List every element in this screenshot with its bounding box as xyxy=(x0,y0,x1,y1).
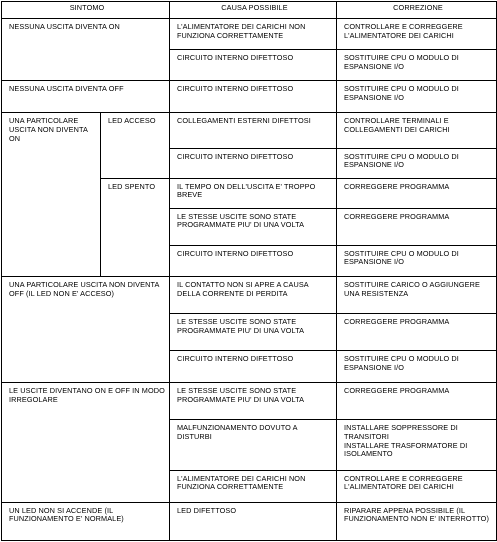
fix-cell: SOSTITUIRE CPU O MODULO DI ESPANSIONE I/O xyxy=(337,81,497,113)
cause-cell: CIRCUITO INTERNO DIFETTOSO xyxy=(170,148,337,178)
cause-cell: LE STESSE USCITE SONO STATE PROGRAMMATE PIU' DI UNA VOLTA xyxy=(170,314,337,351)
header-row xyxy=(2,2,497,19)
cause-cell: CIRCUITO INTERNO DIFETTOSO xyxy=(170,245,337,276)
symptom-cell: UNA PARTICOLARE USCITA NON DIVENTA OFF (IL LED NON E' ACCESO) xyxy=(2,276,170,382)
fix-cell: CONTROLLARE E CORREGGERE L'ALIMENTATORE DEI CARICHI xyxy=(337,19,497,50)
condition-cell: LED ACCESO xyxy=(101,113,170,178)
symptom-cell: NESSUNA USCITA DIVENTA OFF xyxy=(2,81,170,113)
header-symptom: SINTOMO xyxy=(2,2,170,19)
fix-cell: SOSTITUIRE CARICO O AGGIUNGERE UNA RESISTENZA xyxy=(337,276,497,313)
troubleshooting-table xyxy=(1,1,497,541)
table-row xyxy=(2,502,497,540)
cause-cell: CIRCUITO INTERNO DIFETTOSO xyxy=(170,81,337,113)
table-row xyxy=(2,276,497,313)
fix-cell: CONTROLLARE TERMINALI E COLLEGAMENTI DEI CARICHI xyxy=(337,113,497,148)
fix-cell: SOSTITUIRE CPU O MODULO DI ESPANSIONE I/O xyxy=(337,351,497,383)
fix-cell: RIPARARE APPENA POSSIBILE (IL FUNZIONAMENTO NON E' INTERROTTO) xyxy=(337,502,497,540)
fix-cell: SOSTITUIRE CPU O MODULO DI ESPANSIONE I/O xyxy=(337,245,497,276)
fix-cell: CORREGGERE PROGRAMMA xyxy=(337,314,497,351)
table-row xyxy=(2,383,497,420)
table-row xyxy=(2,81,497,113)
cause-cell: CIRCUITO INTERNO DIFETTOSO xyxy=(170,50,337,81)
fix-cell: CORREGGERE PROGRAMMA xyxy=(337,383,497,420)
cause-cell: L'ALIMENTATORE DEI CARICHI NON FUNZIONA CORRETTAMENTE xyxy=(170,19,337,50)
cause-cell: LED DIFETTOSO xyxy=(170,502,337,540)
cause-cell: MALFUNZIONAMENTO DOVUTO A DISTURBI xyxy=(170,420,337,470)
fix-cell: SOSTITUIRE CPU O MODULO DI ESPANSIONE I/O xyxy=(337,148,497,178)
symptom-cell: UNA PARTICOLARE USCITA NON DIVENTA ON xyxy=(2,113,101,277)
symptom-cell: UN LED NON SI ACCENDE (IL FUNZIONAMENTO E' NORMALE) xyxy=(2,502,170,540)
fix-cell: SOSTITUIRE CPU O MODULO DI ESPANSIONE I/O xyxy=(337,50,497,81)
cause-cell: IL CONTATTO NON SI APRE A CAUSA DELLA CORRENTE DI PERDITA xyxy=(170,276,337,313)
cause-cell: LE STESSE USCITE SONO STATE PROGRAMMATE PIU' DI UNA VOLTA xyxy=(170,383,337,420)
cause-cell: COLLEGAMENTI ESTERNI DIFETTOSI xyxy=(170,113,337,148)
fix-cell: CORREGGERE PROGRAMMA xyxy=(337,178,497,208)
table-row xyxy=(2,113,497,148)
table-row xyxy=(2,19,497,50)
symptom-cell: LE USCITE DIVENTANO ON E OFF IN MODO IRREGOLARE xyxy=(2,383,170,502)
fix-cell: CONTROLLARE E CORREGGERE L'ALIMENTATORE DEI CARICHI xyxy=(337,470,497,502)
cause-cell: L'ALIMENTATORE DEI CARICHI NON FUNZIONA CORRETTAMENTE xyxy=(170,470,337,502)
cause-cell: LE STESSE USCITE SONO STATE PROGRAMMATE PIU' DI UNA VOLTA xyxy=(170,208,337,245)
cause-cell: CIRCUITO INTERNO DIFETTOSO xyxy=(170,351,337,383)
header-fix: CORREZIONE xyxy=(337,2,497,19)
symptom-cell: NESSUNA USCITA DIVENTA ON xyxy=(2,19,170,81)
fix-cell: CORREGGERE PROGRAMMA xyxy=(337,208,497,245)
condition-cell: LED SPENTO xyxy=(101,178,170,276)
header-cause: CAUSA POSSIBILE xyxy=(170,2,337,19)
fix-cell: INSTALLARE SOPPRESSORE DI TRANSITORI INSTALLARE TRASFORMATORE DI ISOLAMENTO xyxy=(337,420,497,470)
cause-cell: IL TEMPO ON DELL'USCITA E' TROPPO BREVE xyxy=(170,178,337,208)
